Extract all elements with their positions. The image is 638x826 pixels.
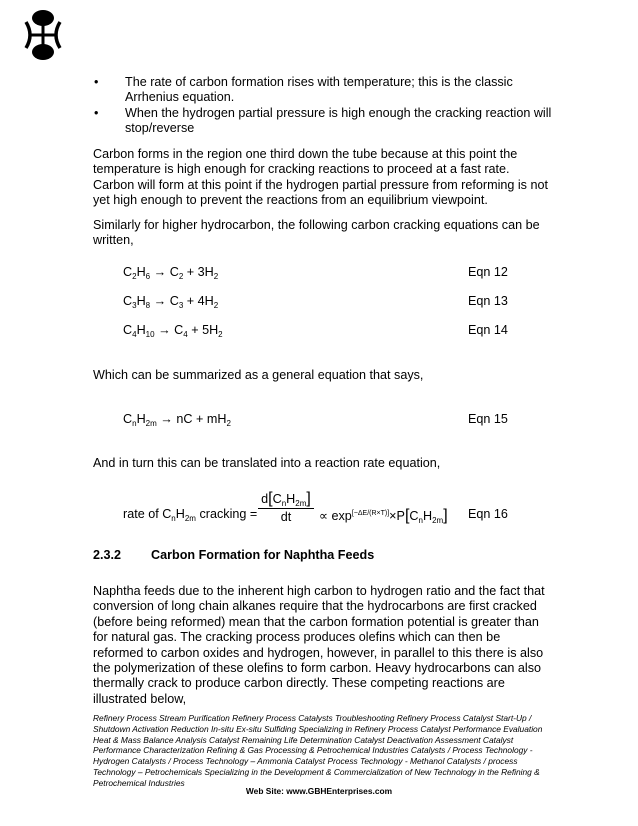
paragraph: Naphtha feeds due to the inherent high carbon to hydrogen ratio and the fact that conversion of long chain alkanes require that the hydrocarbons are first cracked (before being reformed) mean that the carbon formation potential is greater than for natural gas. The cracking process produces olefins which can then be reformed to carbon oxides and hydrogen, however, in parallel to this there is also the polymerization of these olefins to form carbon. Heavy hydrocarbons can also thermally crack to produce carbon directly. These competing reactions are illustrated below, [93, 584, 545, 706]
fraction-bar [258, 508, 314, 509]
denominator: dt [280, 510, 292, 524]
paragraph: And in turn this can be translated into a reaction rate equation, [93, 456, 441, 470]
fraction [255, 490, 317, 524]
section-title: Carbon Formation for Naphtha Feeds [151, 548, 375, 562]
paragraph: Carbon forms in the region one third down the tube because at this point the temperature is high enough for cracking reactions to proceed at a fast rate. Carbon will form at this point if the hydrogen partial pressure from reforming is not yet high enough to prevent the reactions from an equilibrium viewpoint. [93, 147, 548, 208]
list-item [92, 75, 552, 106]
equation-label: Eqn 12 [468, 265, 508, 279]
bullet-text: The rate of carbon formation rises with temperature; this is the classic Arrhenius equation. [125, 75, 513, 105]
rate-text: rate of $C_nH_{2m}$ cracking = [123, 507, 258, 523]
equation-label: Eqn 14 [468, 323, 508, 337]
numerator: $d[C_nH_{2m}]$ [261, 490, 311, 508]
equation-label: Eqn 13 [468, 294, 508, 308]
equation-13: $C_3H_8 \to C_3 + 4H_2$ [123, 294, 219, 310]
footer-text: Refinery Process Stream Purification Refinery Process Catalysts Troubleshooting Refinery Process Catalyst Start-Up / Shutdown Activation Reduction In-situ Ex-situ Sulfiding Specializing in Refinery Process Catalyst Performance Evaluation Heat & Mass Balance Analysis Catalyst Remaining Life Determination Catalyst Deactivation Assessment Catalyst Performance Characterization Refining & Gas Processing & Petrochemical Industries Catalysts / Process Technology - Hydrogen Catalysts / Process Technology – Ammonia Catalyst Process Technology - Methanol Catalysts / process Technology – Petrochemicals Specializing in the Development & Commercialization of New Technology in the Refining & Petrochemical Industries [93, 713, 543, 788]
bullet-icon: • [94, 105, 99, 120]
gbh-logo-icon [24, 8, 62, 62]
paragraph: Similarly for higher hydrocarbon, the following carbon cracking equations can be written, [93, 218, 540, 248]
bullet-list [92, 75, 552, 137]
equation-label: Eqn 16 [468, 507, 508, 521]
list-item [92, 106, 552, 137]
paragraph: Which can be summarized as a general equation that says, [93, 368, 424, 382]
equation-14: $C_4H_{10} \to C_4 + 5H_2$ [123, 323, 223, 339]
equation-16 [0, 490, 638, 530]
website-link[interactable]: Web Site: www.GBHEnterprises.com [245, 786, 393, 796]
section-number: 2.3.2 [93, 548, 122, 562]
equation-label: Eqn 15 [468, 412, 508, 426]
rate-expression: ∝ $\exp[-\Delta E/(R\times T)]\times P[C_nH_{2m}]$ [319, 507, 448, 525]
equation-15: $C_nH_{2m}$ → nC + $mH_2$ [123, 412, 231, 428]
equation-12: $C_2H_6 \to C_2 + 3H_2$ [123, 265, 219, 281]
bullet-text: When the hydrogen partial pressure is high enough the cracking reaction will stop/reverse [125, 105, 552, 136]
bullet-icon: • [94, 75, 99, 89]
